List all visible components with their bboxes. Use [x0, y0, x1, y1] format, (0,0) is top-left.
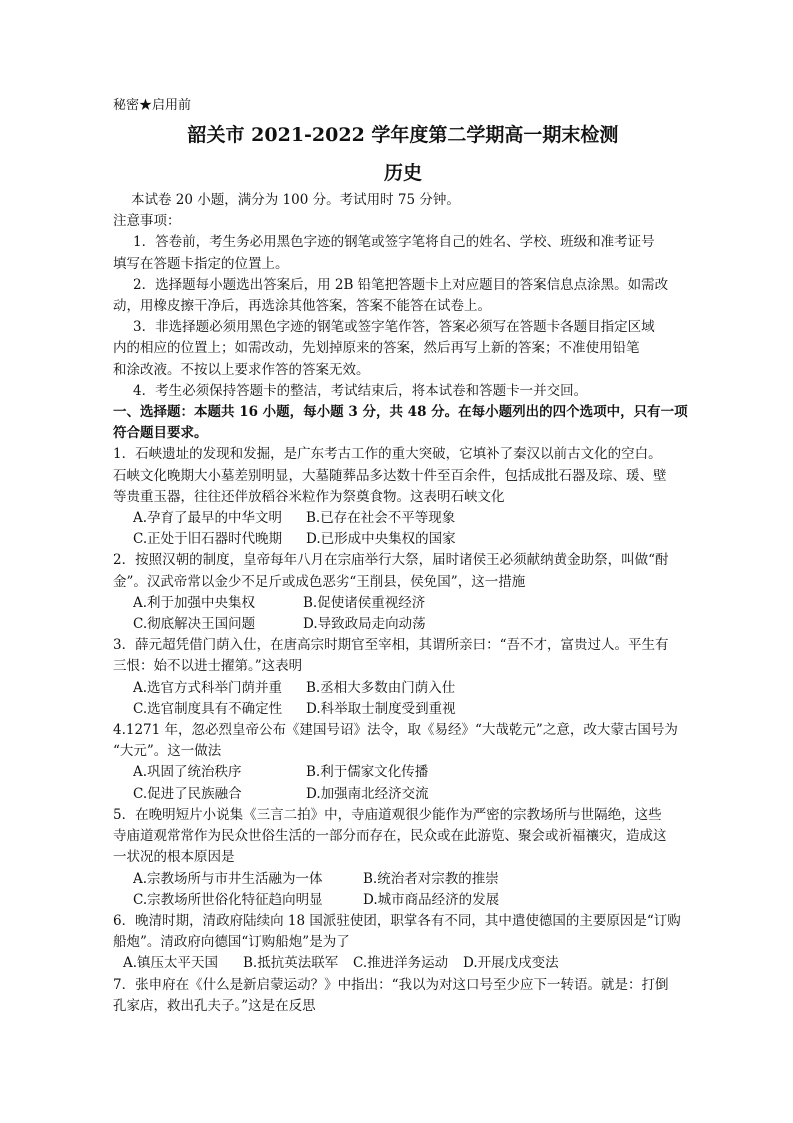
question-stem-line: 6．晚清时期，清政府陆续向 18 国派驻使团，职掌各有不同，其中遣使德国的主要原因是“订购	[113, 912, 681, 929]
option-a: A.孕育了最早的中华文明	[133, 510, 283, 527]
option-c: C.正处于旧石器时代晚期	[133, 531, 283, 548]
question-3	[113, 635, 693, 720]
exam-page	[113, 96, 693, 1017]
option-a: A.宗教场所与市井生活融为一体	[133, 870, 323, 887]
options-row	[113, 784, 693, 805]
option-c: C.促进了民族融合	[133, 785, 242, 802]
options-row	[113, 508, 693, 529]
notes-label: 注意事项：	[113, 213, 181, 230]
option-b: B.丞相大多数由门荫入仕	[306, 679, 456, 696]
question-stem-line: 孔家店，救出孔夫子。”这是在反思	[113, 997, 316, 1014]
question-stem-line: 等贵重玉器，往往还伴放稻谷米粒作为祭奠食物。这表明石峡文化	[113, 488, 505, 505]
question-stem-line: “大元”。这一做法	[113, 743, 222, 760]
option-b: B.统治者对宗教的推崇	[363, 870, 499, 887]
option-b: B.促使诸侯重视经济	[303, 594, 426, 611]
options-row	[113, 529, 693, 550]
question-4	[113, 720, 693, 805]
question-stem-line: 7．张申府在《什么是新启蒙运动？》中指出：“我以为对这口号至少应下一转语。就是：打倒	[113, 976, 669, 993]
question-stem-line: 三恨：始不以进士擢第。”这表明	[113, 658, 303, 675]
exam-title: 韶关市 2021-2022 学年度第二学期高一期末检测	[187, 124, 619, 146]
option-c: C.彻底解决王国问题	[133, 616, 256, 633]
option-d: D.开展戊戌变法	[463, 955, 559, 972]
question-stem-line: 一状况的根本原因是	[113, 849, 235, 866]
question-stem-line: 2．按照汉朝的制度，皇帝每年八月在宗庙举行大祭，届时诸侯王必须献纳黄金助祭，叫做“酎	[113, 552, 669, 569]
option-d: D.科举取士制度受到重视	[306, 700, 456, 717]
note-line: 和涂改液。不按以上要求作答的答案无效。	[113, 361, 370, 378]
options-row	[113, 699, 693, 720]
exam-summary: 本试卷 20 小题，满分为 100 分。考试用时 75 分钟。	[131, 192, 460, 208]
option-d: D.加强南北经济交流	[306, 785, 429, 802]
option-c: C.推进洋务运动	[353, 955, 449, 972]
question-2	[113, 550, 693, 635]
options-row	[113, 593, 693, 614]
question-stem-line: 5．在晚明短片小说集《三言二拍》中，寺庙道观很少能作为严密的宗教场所与世隔绝，这些	[113, 806, 662, 823]
options-row	[113, 953, 693, 974]
option-c: C.宗教场所世俗化特征趋向明显	[133, 891, 323, 908]
options-row	[113, 869, 693, 890]
options-row	[113, 890, 693, 911]
note-line: 4．考生必须保持答题卡的整洁，考试结束后，将本试卷和答题卡一并交回。	[133, 382, 588, 399]
option-b: B.利于儒家文化传播	[306, 764, 429, 781]
note-line: 填写在答题卡指定的位置上。	[113, 255, 289, 272]
question-6	[113, 911, 693, 975]
note-line: 1．答卷前，考生务必用黑色字迹的钢笔或签字笔将自己的姓名、学校、班级和准考证号	[133, 234, 655, 251]
question-stem-line: 寺庙道观常常作为民众世俗生活的一部分而存在，民众或在此游览、聚会或祈福禳灾，造成这	[113, 828, 667, 845]
option-c: C.选官制度具有不确定性	[133, 700, 283, 717]
secret-label: 秘密★启用前	[113, 98, 192, 113]
question-stem-line: 石峡文化晚期大小墓差别明显，大墓随葬品多达数十件至百余件，包括成批石器及琮、瑗、壁	[113, 467, 667, 484]
option-a: A.巩固了统治秩序	[133, 764, 242, 781]
option-d: D.城市商品经济的发展	[363, 891, 500, 908]
question-5	[113, 805, 693, 911]
option-d: D.已形成中央集权的国家	[306, 531, 456, 548]
option-b: B.已存在社会不平等现象	[306, 510, 456, 527]
note-item	[113, 381, 693, 402]
section-heading-line: 符合题目要求。	[113, 425, 208, 442]
options-row	[113, 762, 693, 783]
question-stem-line: 船炮”。清政府向德国“订购船炮”是为了	[113, 934, 350, 951]
note-line: 内的相应的位置上；如需改动，先划掉原来的答案，然后再写上新的答案；不准使用铅笔	[113, 340, 640, 357]
subject-title: 历史	[383, 162, 422, 184]
note-line: 动，用橡皮擦干净后，再选涂其他答案，答案不能答在试卷上。	[113, 298, 491, 315]
note-line: 3．非选择题必须用黑色字迹的钢笔或签字笔作答，答案必须写在答题卡各题目指定区域	[133, 319, 655, 336]
option-a: A.利于加强中央集权	[133, 594, 256, 611]
section-heading-line: 一、选择题：本题共 16 小题，每小题 3 分，共 48 分。在每小题列出的四个选项中，只有一项	[113, 404, 688, 421]
option-b: B.抵抗英法联军	[243, 955, 339, 972]
options-row	[113, 614, 693, 635]
question-stem-line: 1．石峡遗址的发现和发掘，是广东考古工作的重大突破，它填补了秦汉以前古文化的空白。	[113, 446, 662, 463]
note-line: 2．选择题每小题选出答案后，用 2B 铅笔把答题卡上对应题目的答案信息点涂黑。如需改	[133, 276, 669, 293]
question-stem-line: 4.1271 年，忽必烈皇帝公布《建国号诏》法令，取《易经》“大哉乾元”之意，改大蒙古国号为	[113, 722, 678, 739]
option-a: A.镇压太平天国	[123, 955, 219, 972]
note-item	[113, 275, 693, 317]
note-item	[113, 317, 693, 381]
question-stem-line: 金”。汉武帝常以金少不足斤或成色恶劣“王削县，侯免国”，这一措施	[113, 573, 526, 590]
section-heading	[113, 402, 693, 444]
option-d: D.导致政局走向动荡	[303, 616, 426, 633]
question-7	[113, 975, 693, 1017]
option-a: A.选官方式科举门荫并重	[133, 679, 283, 696]
question-1	[113, 444, 693, 550]
options-row	[113, 678, 693, 699]
note-item	[113, 232, 693, 274]
question-stem-line: 3．薛元超凭借门荫入仕，在唐高宗时期官至宰相，其谓所亲曰：“吾不才，富贵过人。平生有	[113, 637, 669, 654]
